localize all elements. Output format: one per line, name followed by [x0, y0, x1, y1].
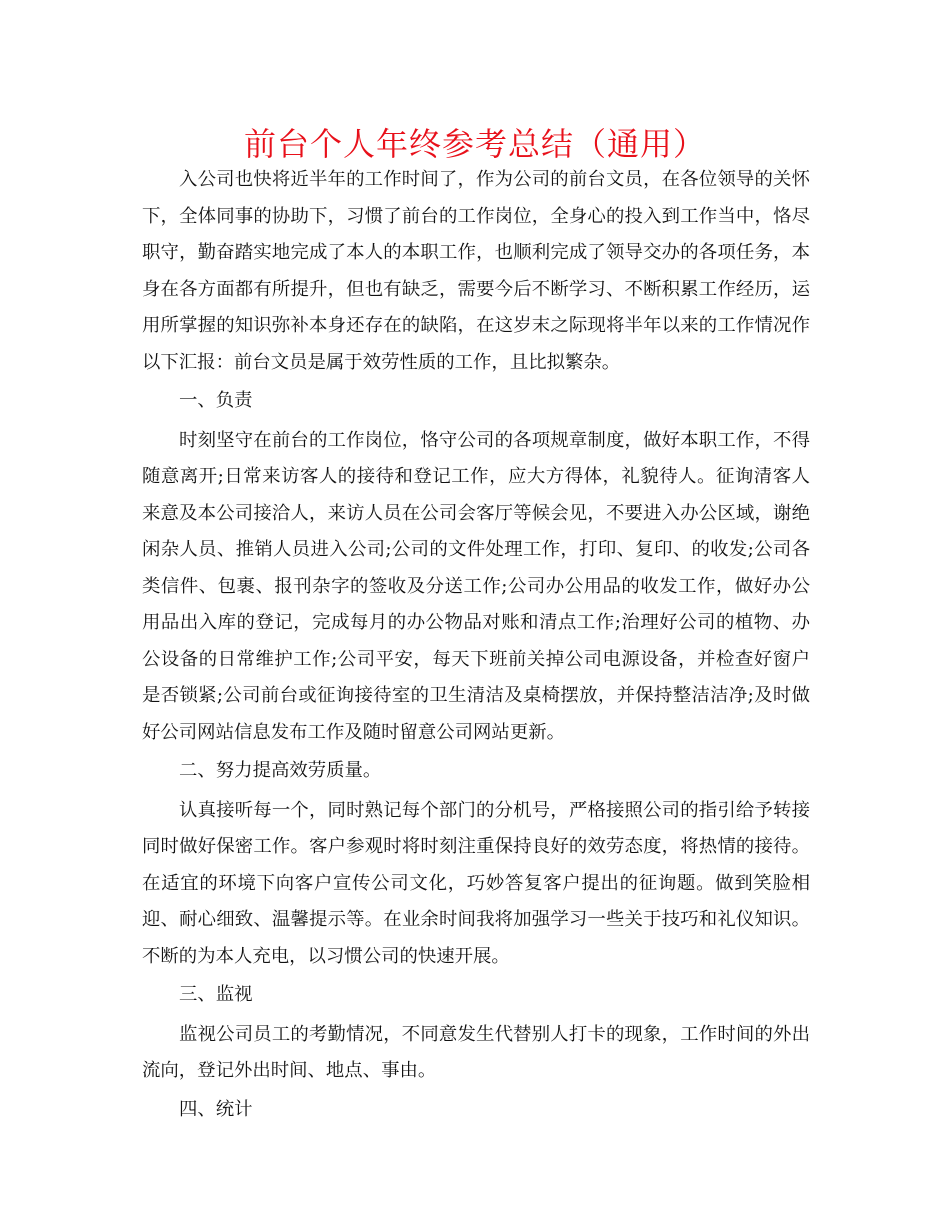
document-body — [142, 162, 810, 1131]
paragraph-supervision: 监视公司员工的考勤情况，不同意发生代替别人打卡的现象，工作时间的外出流向，登记外出时间、地点、事由。 — [142, 1023, 810, 1081]
section-heading-responsibility: 一、负责 — [179, 390, 253, 411]
section-heading-service-quality: 二、努力提高效劳质量。 — [179, 760, 382, 781]
section-heading-supervision: 三、监视 — [179, 984, 253, 1005]
paragraph-responsibility: 时刻坚守在前台的工作岗位，恪守公司的各项规章制度，做好本职工作，不得随意离开;日常来访客人的接待和登记工作，应大方得体，礼貌待人。征询清客人来意及本公司接洽人，来访人员在公司会客厅等候会见，不要进入办公区域，谢绝闲杂人员、推销人员进入公司;公司的文件处理工作，打印、复印、的收发;公司各类信件、包裹、报刊杂字的签收及分送工作;公司办公用品的收发工作，做好办公用品出入库的登记，完成每月的办公物品对账和清点工作;治理好公司的植物、办公设备的日常维护工作;公司平安，每天下班前关掉公司电源设备，并检查好窗户是否锁紧;公司前台或征询接待室的卫生清洁及桌椅摆放，并保持整洁洁净;及时做好公司网站信息发布工作及随时留意公司网站更新。 — [142, 429, 810, 743]
document-title: 前台个人年终参考总结（通用） — [243, 125, 706, 163]
paragraph-service-quality: 认真接听每一个，同时熟记每个部门的分机号，严格接照公司的指引给予转接同时做好保密工作。客户参观时将时刻注重保持良好的效劳态度，将热情的接待。在适宜的环境下向客户宣传公司文化，巧妙答复客户提出的征询题。做到笑脸相迎、耐心细致、温馨提示等。在业余时间我将加强学习一些关于技巧和礼仪知识。不断的为本人充电，以习惯公司的快速开展。 — [142, 799, 810, 967]
section-heading-statistics: 四、统计 — [179, 1098, 253, 1120]
paragraph-intro: 入公司也快将近半年的工作时间了，作为公司的前台文员，在各位领导的关怀下，全体同事的协助下，习惯了前台的工作岗位，全身心的投入到工作当中，恪尽职守，勤奋踏实地完成了本人的本职工作，也顺利完成了领导交办的各项任务，本身在各方面都有所提升，但也有缺乏，需要今后不断学习、不断积累工作经历，运用所掌握的知识弥补本身还存在的缺陷，在这岁末之际现将半年以来的工作情况作以下汇报：前台文员是属于效劳性质的工作，且比拟繁杂。 — [142, 169, 810, 373]
